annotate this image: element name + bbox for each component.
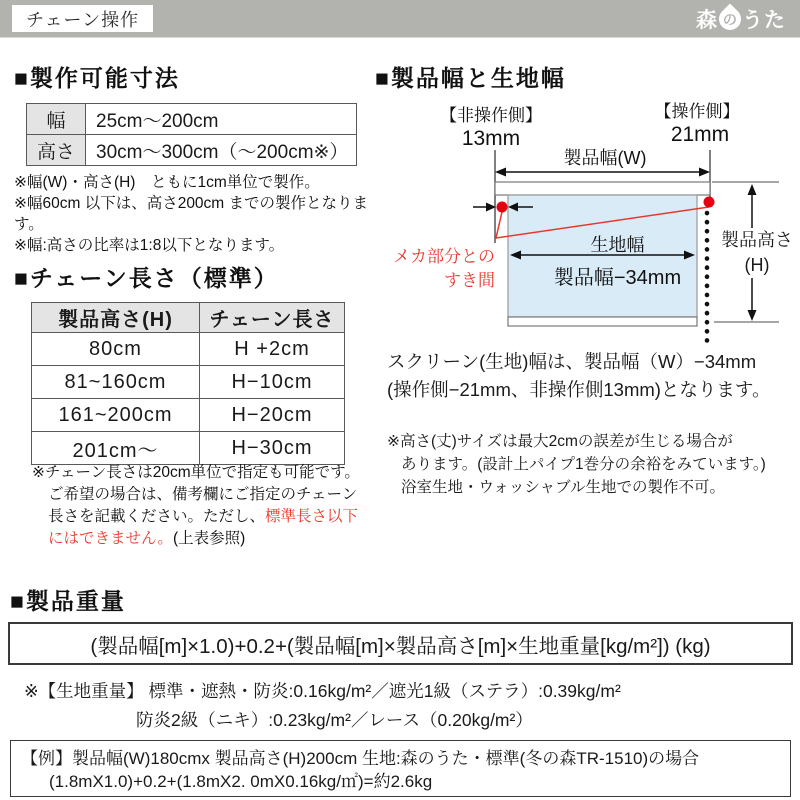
size-note-line: ※幅:高さの比率は1:8以下となります。 bbox=[14, 237, 285, 254]
section-title-width: ■製品幅と生地幅 bbox=[375, 65, 566, 91]
section-title-size: ■製作可能寸法 bbox=[14, 65, 180, 91]
arrowhead-up bbox=[748, 184, 757, 195]
weight-formula: (製品幅[m]×1.0)+0.2+(製品幅[m]×製品高さ[m]×生地重量[kg/m²]) (kg) bbox=[90, 634, 711, 658]
size-table bbox=[26, 103, 357, 166]
size-note-line: ※幅60cm 以下は、高さ200cm までの製作となります。 bbox=[14, 195, 369, 233]
operation-type-tab bbox=[12, 5, 153, 32]
fabric-weight-line1 bbox=[24, 678, 621, 703]
size-note-line: ※幅(W)・高さ(H) ともに1cm単位で製作。 bbox=[14, 174, 320, 191]
note-line: ※高さ(丈)サイズは最大2cmの誤差が生じる場合が bbox=[387, 433, 733, 450]
chain-row-height: 81~160cm bbox=[32, 366, 200, 399]
description-line: (操作側−21mm、非操作側13mm)となります。 bbox=[387, 379, 771, 400]
table-row bbox=[32, 366, 345, 399]
fabric-weight-line2: 防炎2級（ニキ）:0.23kg/m²／レース（0.20kg/m²） bbox=[136, 710, 533, 730]
size-row-label: 高さ bbox=[27, 135, 86, 166]
brand-logo bbox=[696, 5, 786, 33]
chain-note bbox=[32, 462, 362, 550]
size-row-value: 25cm〜200cm bbox=[86, 104, 357, 135]
mech-gap-label: メカ部分との すき間 bbox=[393, 247, 495, 290]
chain-row-height: 80cm bbox=[32, 333, 200, 366]
section-title-weight: ■製品重量 bbox=[10, 588, 126, 614]
size-row-value: 30cm〜300cm（〜200cm※） bbox=[86, 135, 357, 166]
chain-note-text: ※チェーン長さは20cm単位で指定も可能です。ご希望の場合は、備考欄にご指定のチェーン長さを記載ください。ただし、 bbox=[32, 464, 360, 525]
product-width-label: 製品幅(W) bbox=[563, 148, 647, 168]
weight-example-box bbox=[10, 740, 791, 797]
table-header-row bbox=[32, 303, 345, 333]
weight-formula-box bbox=[8, 622, 793, 665]
fabric-width-formula: 製品幅−34mm bbox=[553, 267, 682, 289]
fabric-weight-values: 標準・遮熱・防炎:0.16kg/m²／遮光1級（ステラ）:0.39kg/m² bbox=[148, 681, 621, 701]
gap-dot-right bbox=[704, 197, 715, 208]
description-line: スクリーン(生地)幅は、製品幅（W）−34mm bbox=[387, 351, 757, 372]
height-tolerance-note bbox=[387, 430, 797, 499]
size-row-label: 幅 bbox=[27, 104, 86, 135]
arrowhead-down bbox=[748, 310, 757, 321]
chain-row-length: H−10cm bbox=[200, 366, 345, 399]
product-height-label: 製品高さ (H) bbox=[718, 228, 796, 278]
operation-type-label: チェーン操作 bbox=[26, 9, 140, 30]
width-diagram bbox=[385, 95, 797, 353]
bottom-rail bbox=[508, 317, 697, 326]
table-row bbox=[27, 104, 357, 135]
chain-row-height: 201cm〜 bbox=[32, 432, 200, 465]
chain-length-table bbox=[31, 302, 345, 465]
note-line: あります。(設計上パイプ1巻分の余裕をみています。) bbox=[401, 456, 766, 473]
chain-col-header-length: チェーン長さ bbox=[200, 303, 345, 333]
chain-row-length: H +2cm bbox=[200, 333, 345, 366]
gap-dot-left bbox=[497, 202, 508, 213]
chain-col-header-height: 製品高さ(H) bbox=[32, 303, 200, 333]
example-line: (1.8mX1.0)+0.2+(1.8mX2. 0mX0.16kg/㎡)=約2.6kg bbox=[49, 772, 433, 791]
leaf-icon: の bbox=[714, 3, 745, 34]
fabric-width-description bbox=[387, 348, 797, 404]
table-row bbox=[27, 135, 357, 166]
note-line: 浴室生地・ウォッシャブル生地での製作不可。 bbox=[401, 479, 725, 496]
size-notes bbox=[14, 172, 372, 256]
example-line: 【例】製品幅(W)180cmx 製品高さ(H)200cm 生地:森のうた・標準(冬の森TR-1510)の場合 bbox=[21, 749, 700, 768]
brand-text-right: うた bbox=[742, 9, 786, 32]
chain-row-height: 161~200cm bbox=[32, 399, 200, 432]
chain-row-length: H−20cm bbox=[200, 399, 345, 432]
chain-note-ref: (上表参照) bbox=[172, 530, 246, 547]
arrowhead-right bbox=[699, 168, 710, 177]
non-operation-gap-value: 13mm bbox=[461, 127, 521, 150]
non-operation-side-label: 【非操作側】 bbox=[440, 106, 542, 125]
chain-note-warning: 標準長さ以下にはできません。 bbox=[48, 508, 359, 547]
table-row bbox=[32, 432, 345, 465]
section-title-chain: ■チェーン長さ（標準） bbox=[14, 265, 279, 291]
fabric-weight-label: ※【生地重量】 bbox=[24, 681, 144, 701]
operation-side-label: 【操作側】 bbox=[654, 102, 740, 121]
chain-row-length: H−30cm bbox=[200, 432, 345, 465]
table-row bbox=[32, 399, 345, 432]
table-row bbox=[32, 333, 345, 366]
arrowhead-left bbox=[495, 168, 506, 177]
header-bar bbox=[0, 0, 800, 38]
headrail bbox=[495, 182, 710, 195]
brand-text-left: 森 bbox=[696, 9, 718, 32]
operation-gap-value: 21mm bbox=[670, 123, 730, 146]
fabric-width-label: 生地幅 bbox=[590, 235, 645, 255]
